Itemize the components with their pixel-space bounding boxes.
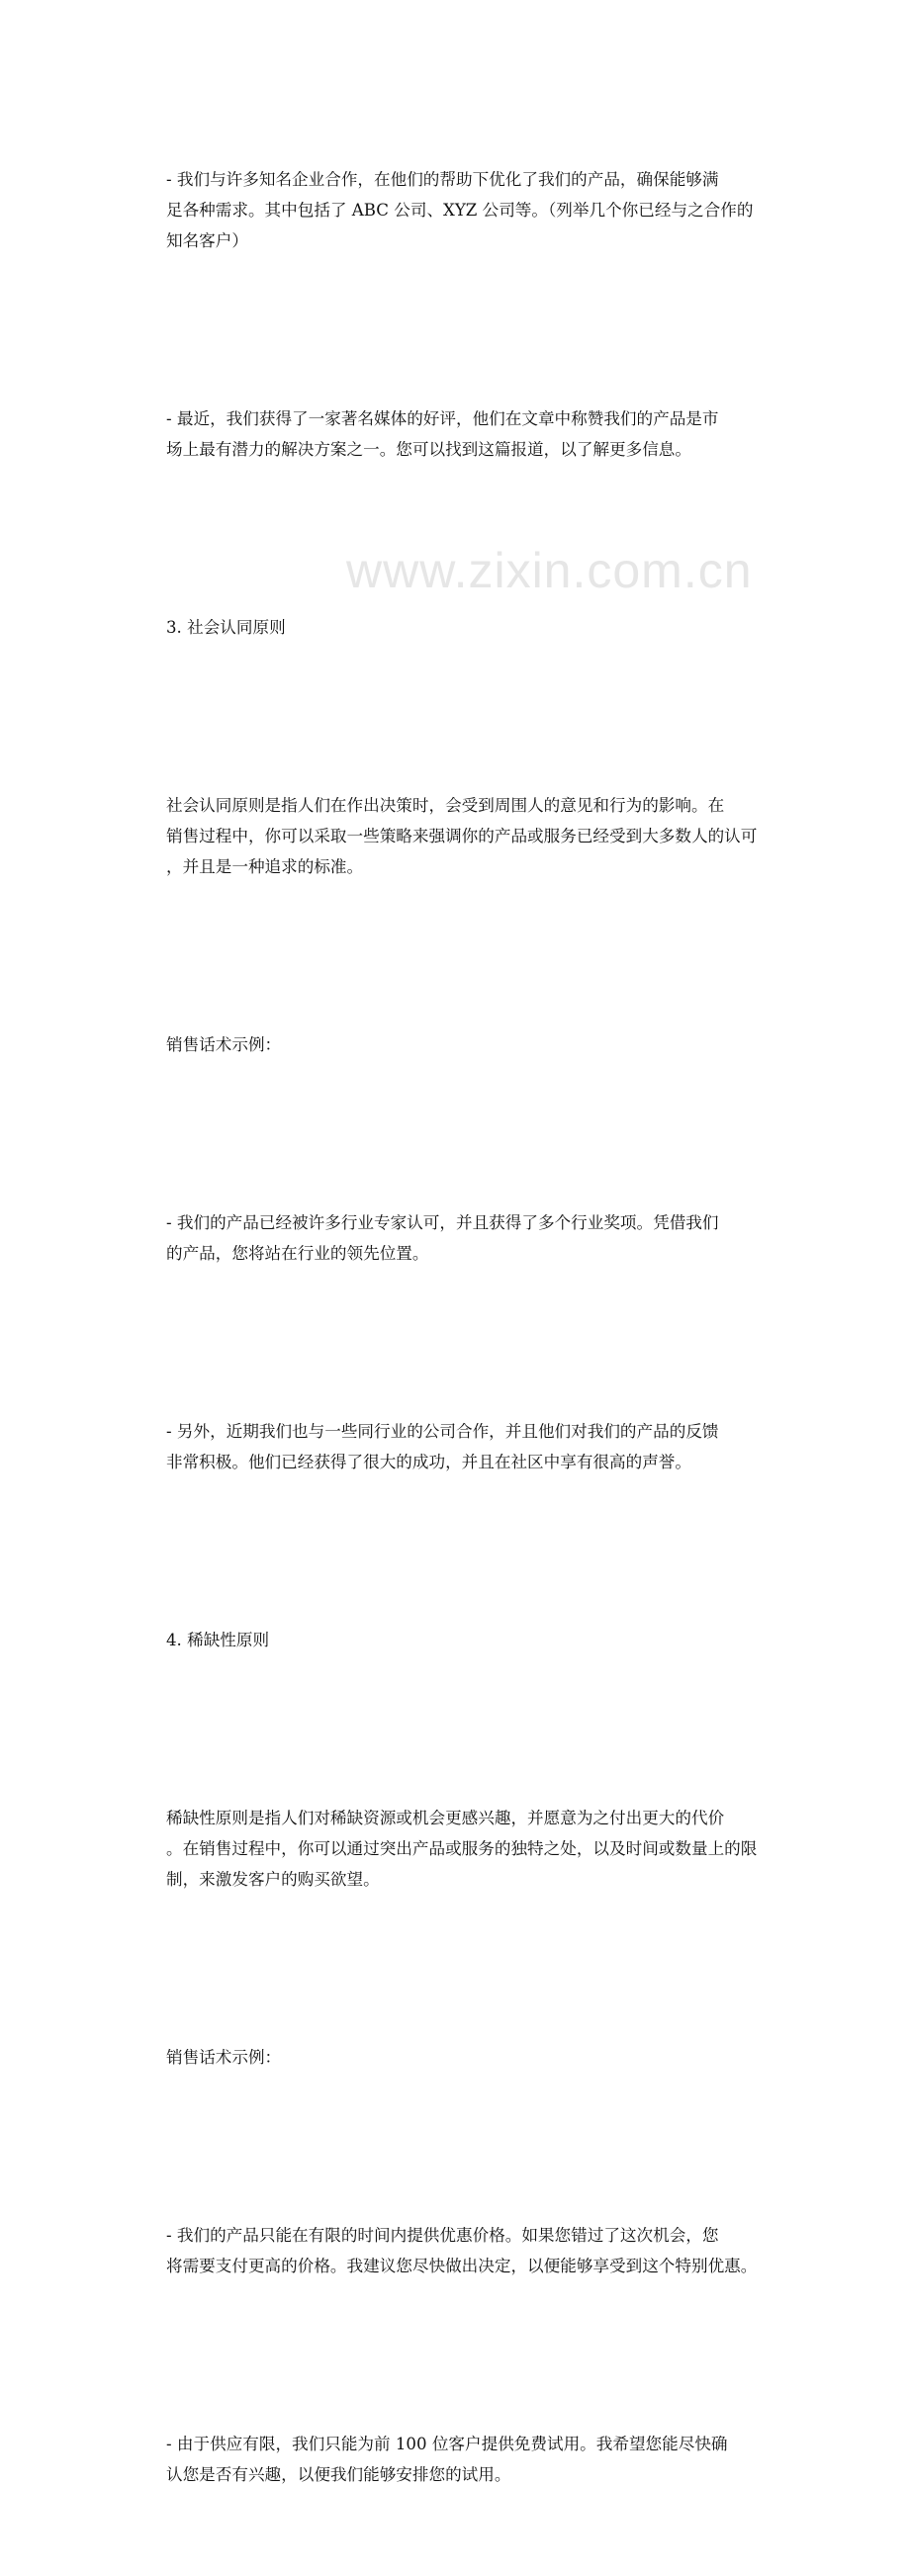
text-line: 认您是否有兴趣，以便我们能够安排您的试用。 — [166, 2465, 511, 2484]
text-line: 销售话术示例： — [166, 2048, 282, 2067]
text-line: 4. 稀缺性原则 — [166, 1631, 270, 1649]
example-label — [166, 968, 766, 1121]
bullet-paragraph — [166, 1355, 766, 1539]
text-line: 场上最有潜力的解决方案之一。您可以找到这篇报道，以了解更多信息。 — [166, 440, 691, 459]
body-paragraph — [166, 729, 766, 943]
bullet-paragraph — [166, 2367, 766, 2551]
example-label — [166, 1981, 766, 2134]
text-line: 销售话术示例： — [166, 1035, 282, 1054]
bullet-paragraph — [166, 103, 766, 317]
text-line: 知名客户） — [166, 231, 248, 250]
text-line: 的产品，您将站在行业的领先位置。 — [166, 1244, 429, 1263]
text-line: - 最近，我们获得了一家著名媒体的好评，他们在文章中称赞我们的产品是市 — [166, 409, 719, 428]
text-line: - 我们的产品只能在有限的时间内提供优惠价格。如果您错过了这次机会，您 — [166, 2226, 719, 2245]
text-line: - 我们的产品已经被许多行业专家认可，并且获得了多个行业奖项。凭借我们 — [166, 1213, 719, 1232]
text-line: 足各种需求。其中包括了 ABC 公司、XYZ 公司等。（列举几个你已经与之合作的 — [166, 201, 754, 220]
text-line: - 我们与许多知名企业合作，在他们的帮助下优化了我们的产品，确保能够满 — [166, 170, 719, 189]
text-line: - 由于供应有限，我们只能为前 100 位客户提供免费试用。我希望您能尽快确 — [166, 2435, 728, 2453]
text-line: 稀缺性原则是指人们对稀缺资源或机会更感兴趣，并愿意为之付出更大的代价 — [166, 1809, 725, 1827]
section-heading — [166, 1563, 766, 1717]
text-line: 3. 社会认同原则 — [166, 618, 286, 637]
watermark: www.zixin.com.cn — [346, 543, 753, 598]
text-line: - 另外，近期我们也与一些同行业的公司合作，并且他们对我们的产品的反馈 — [166, 1422, 719, 1441]
text-line: 将需要支付更高的价格。我建议您尽快做出决定，以便能够享受到这个特别优惠。 — [166, 2257, 758, 2275]
text-line: 社会认同原则是指人们在作出决策时，会受到周围人的意见和行为的影响。在 — [166, 796, 725, 815]
section-heading — [166, 551, 766, 704]
document-body — [166, 103, 766, 2576]
text-line: 。在销售过程中，你可以通过突出产品或服务的独特之处，以及时间或数量上的限 — [166, 1839, 758, 1858]
bullet-paragraph — [166, 342, 766, 526]
text-line: 销售过程中，你可以采取一些策略来强调你的产品或服务已经受到大多数人的认可 — [166, 827, 758, 845]
text-line: ，并且是一种追求的标准。 — [166, 857, 364, 876]
bullet-paragraph — [166, 1146, 766, 1330]
text-line: 非常积极。他们已经获得了很大的成功，并且在社区中享有很高的声誉。 — [166, 1453, 691, 1471]
bullet-paragraph — [166, 2159, 766, 2343]
body-paragraph — [166, 1741, 766, 1956]
text-line: 制，来激发客户的购买欲望。 — [166, 1870, 380, 1889]
